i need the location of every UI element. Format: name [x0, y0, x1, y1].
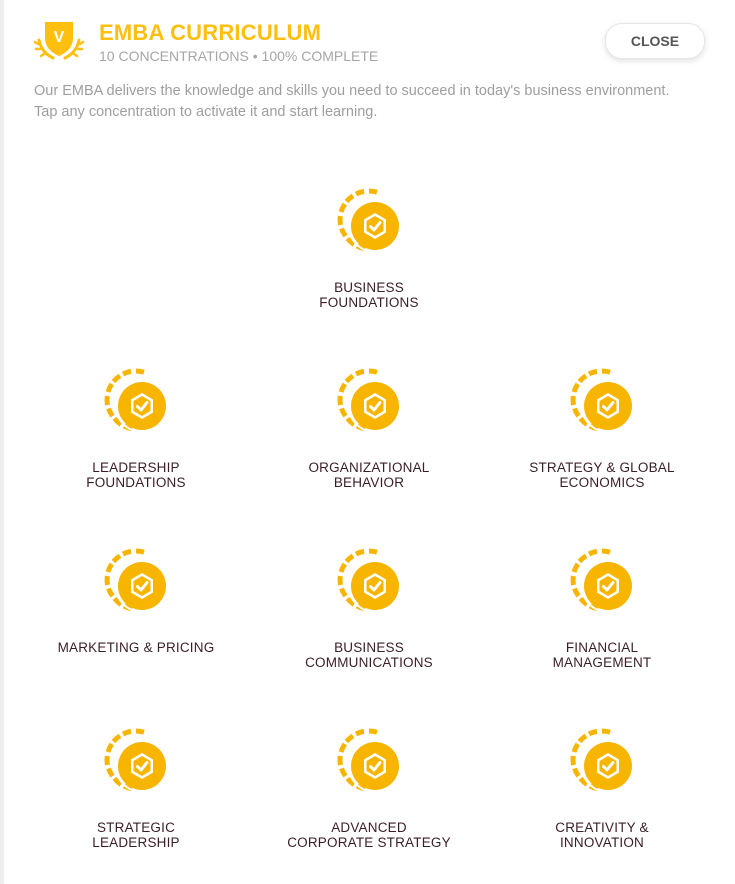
concentration-item[interactable]	[492, 368, 712, 498]
completed-check-badge-icon	[570, 548, 634, 612]
completed-check-badge-icon	[337, 728, 401, 792]
concentration-item[interactable]	[26, 728, 246, 858]
concentration-label	[492, 820, 712, 850]
concentration-label	[259, 280, 479, 310]
close-button[interactable]: CLOSE	[605, 23, 705, 59]
label-line-2: BEHAVIOR	[333, 475, 405, 490]
concentration-item[interactable]	[259, 368, 479, 498]
concentration-label	[259, 820, 479, 850]
completed-check-badge-icon	[104, 548, 168, 612]
completed-check-badge-icon	[570, 368, 634, 432]
concentration-item[interactable]	[259, 728, 479, 858]
label-line-2: ECONOMICS	[559, 475, 645, 490]
label-line-1: BUSINESS	[334, 640, 404, 655]
label-line-1: CREATIVITY &	[555, 820, 649, 835]
label-line-1: ORGANIZATIONAL	[308, 460, 430, 475]
label-line-2: FOUNDATIONS	[319, 295, 419, 310]
concentration-label	[259, 640, 479, 670]
left-edge-divider	[0, 0, 4, 884]
concentration-item[interactable]	[26, 368, 246, 498]
concentration-label	[26, 640, 246, 655]
page-title: EMBA CURRICULUM	[99, 20, 322, 45]
concentration-item[interactable]	[26, 548, 246, 678]
label-line-1: MARKETING & PRICING	[57, 640, 215, 655]
label-line-1: ADVANCED	[331, 820, 407, 835]
completed-check-badge-icon	[337, 188, 401, 252]
label-line-1: STRATEGIC	[96, 820, 176, 835]
completed-check-badge-icon	[104, 728, 168, 792]
concentration-label	[26, 460, 246, 490]
concentration-label	[26, 820, 246, 850]
label-line-1: LEADERSHIP	[92, 460, 180, 475]
completed-check-badge-icon	[570, 728, 634, 792]
label-line-2: MANAGEMENT	[552, 655, 652, 670]
header	[33, 18, 713, 68]
concentration-item[interactable]	[259, 188, 479, 318]
progress-summary: 10 CONCENTRATIONS • 100% COMPLETE	[99, 48, 379, 64]
description-line: Our EMBA delivers the knowledge and skills you need to succeed in today's business environment.	[34, 83, 670, 99]
label-line-2: LEADERSHIP	[92, 835, 180, 850]
completed-check-badge-icon	[104, 368, 168, 432]
completed-check-badge-icon	[337, 368, 401, 432]
intro-description	[34, 81, 704, 123]
label-line-1: STRATEGY & GLOBAL	[529, 460, 675, 475]
completed-check-badge-icon	[337, 548, 401, 612]
concentration-label	[259, 460, 479, 490]
label-line-1: FINANCIAL	[565, 640, 639, 655]
label-line-2: COMMUNICATIONS	[305, 655, 433, 670]
concentration-item[interactable]	[492, 548, 712, 678]
logo-letter: V	[53, 29, 65, 46]
concentration-label	[492, 460, 712, 490]
concentration-label	[492, 640, 712, 670]
label-line-2: FOUNDATIONS	[86, 475, 186, 490]
concentration-item[interactable]	[492, 728, 712, 858]
label-line-2: CORPORATE STRATEGY	[287, 835, 451, 850]
concentration-item[interactable]	[259, 548, 479, 678]
description-line: Tap any concentration to activate it and start learning.	[34, 104, 378, 120]
label-line-1: BUSINESS	[334, 280, 404, 295]
shield-logo-icon	[33, 18, 85, 64]
label-line-2: INNOVATION	[559, 835, 644, 850]
